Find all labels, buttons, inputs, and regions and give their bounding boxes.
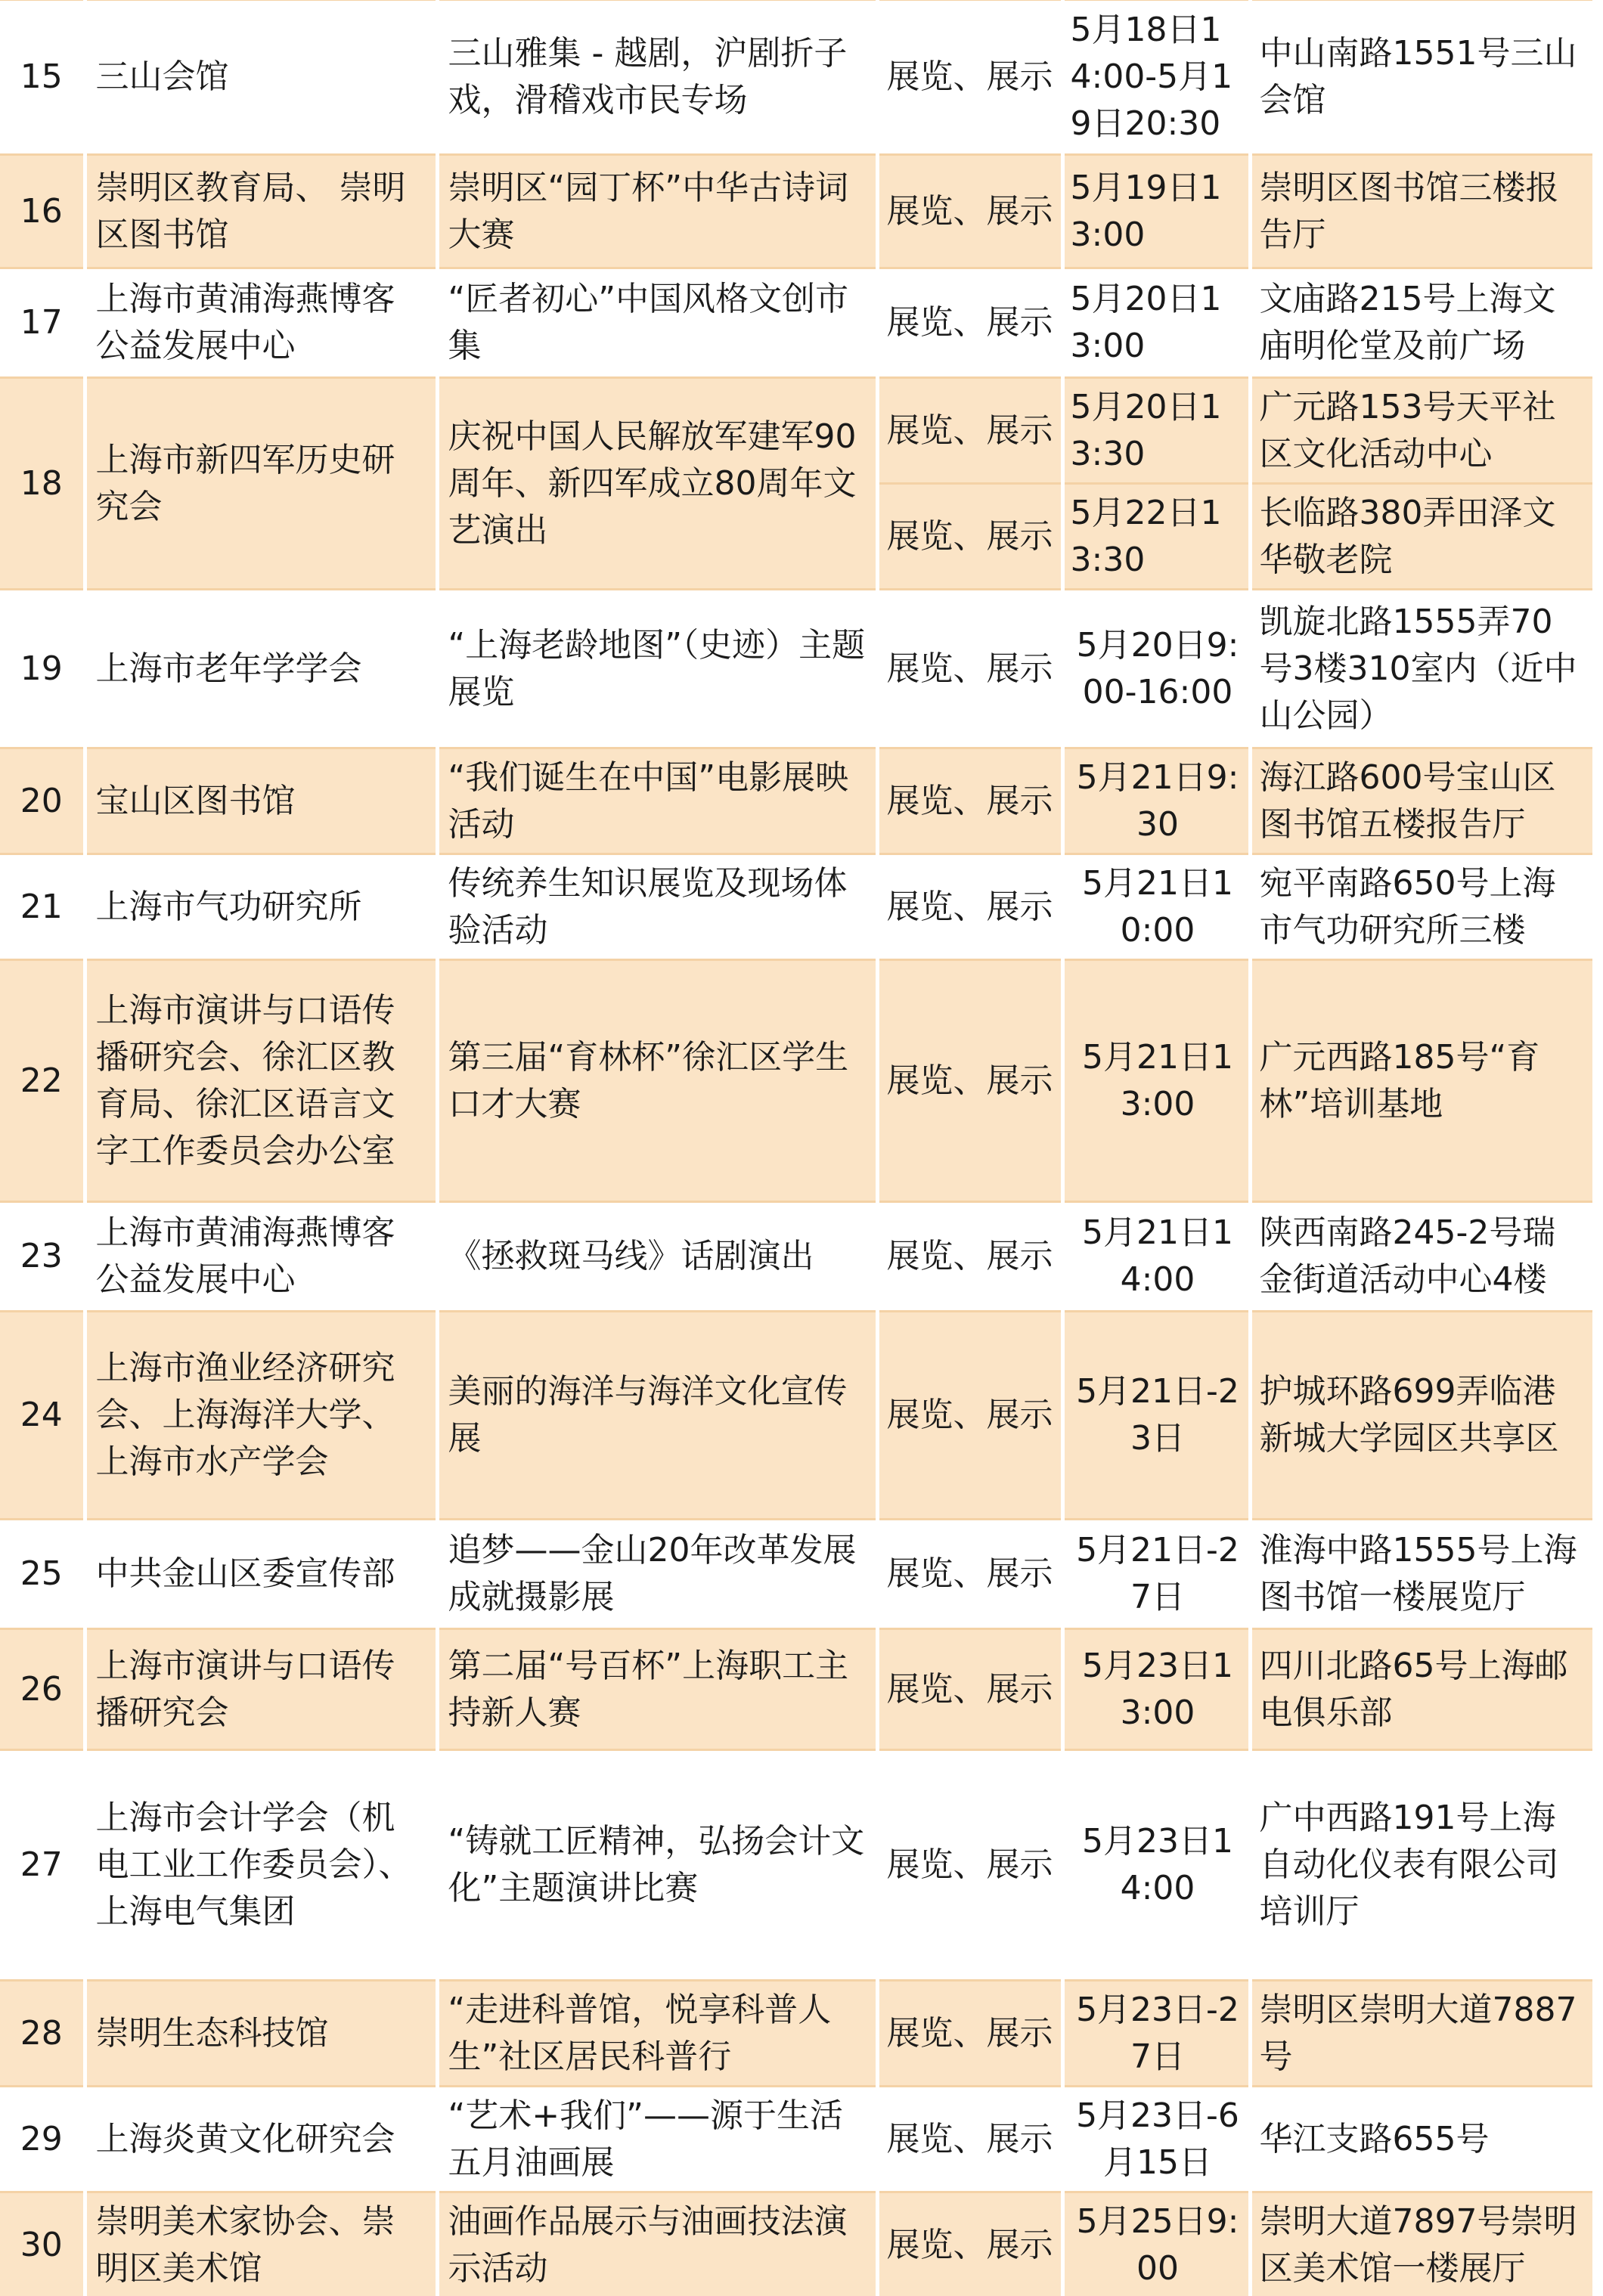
- table-row: [0, 854, 1594, 960]
- table-row: [0, 960, 1594, 1202]
- type-cell: 展览、展示: [877, 590, 1062, 748]
- table-row: [0, 1312, 1594, 1520]
- activity-cell: 三山雅集 - 越剧，沪剧折子戏，滑稽戏市民专场: [437, 0, 877, 155]
- type-cell: 展览、展示: [877, 1202, 1062, 1312]
- place-cell: 崇明大道7897号崇明区美术馆一楼展厅: [1250, 2192, 1594, 2296]
- organizer-cell: 上海市演讲与口语传播研究会: [85, 1629, 437, 1750]
- table-row: [0, 378, 1594, 484]
- time-cell: 5月23日14:00: [1062, 1750, 1250, 1981]
- activity-cell: 美丽的海洋与海洋文化宣传展: [437, 1312, 877, 1520]
- type-cell: 展览、展示: [877, 1629, 1062, 1750]
- time-cell: 5月21日9:30: [1062, 748, 1250, 854]
- place-cell: 华江支路655号: [1250, 2087, 1594, 2192]
- place-cell: 中山南路1551号三山会馆: [1250, 0, 1594, 155]
- organizer-cell: 上海炎黄文化研究会: [85, 2087, 437, 2192]
- activity-cell: “铸就工匠精神，弘扬会计文化”主题演讲比赛: [437, 1750, 877, 1981]
- table-row: [0, 1629, 1594, 1750]
- organizer-cell: 上海市渔业经济研究会、上海海洋大学、上海市水产学会: [85, 1312, 437, 1520]
- table-row: [0, 268, 1594, 378]
- place-cell: 广元西路185号“育林”培训基地: [1250, 960, 1594, 1202]
- activity-cell: “走进科普馆，悦享科普人生”社区居民科普行: [437, 1981, 877, 2087]
- organizer-cell: 中共金山区委宣传部: [85, 1520, 437, 1629]
- row-number: 29: [0, 2087, 85, 2192]
- time-cell: 5月23日-27日: [1062, 1981, 1250, 2087]
- type-cell: 展览、展示: [877, 1520, 1062, 1629]
- type-cell: 展览、展示: [877, 155, 1062, 268]
- organizer-cell: 上海市黄浦海燕博客公益发展中心: [85, 1202, 437, 1312]
- time-cell: 5月23日13:00: [1062, 1629, 1250, 1750]
- activity-cell: “上海老龄地图”（史迹）主题展览: [437, 590, 877, 748]
- row-number: 19: [0, 590, 85, 748]
- organizer-cell: 上海市新四军历史研究会: [85, 378, 437, 590]
- time-cell: 5月22日13:30: [1062, 484, 1250, 590]
- time-cell: 5月21日-27日: [1062, 1520, 1250, 1629]
- table-row: [0, 1202, 1594, 1312]
- table-row: [0, 2087, 1594, 2192]
- place-cell: 海江路600号宝山区图书馆五楼报告厅: [1250, 748, 1594, 854]
- place-cell: 陕西南路245-2号瑞金街道活动中心4楼: [1250, 1202, 1594, 1312]
- type-cell: 展览、展示: [877, 748, 1062, 854]
- row-number: 22: [0, 960, 85, 1202]
- time-cell: 5月18日14:00-5月19日20:30: [1062, 0, 1250, 155]
- time-cell: 5月23日-6月15日: [1062, 2087, 1250, 2192]
- activity-cell: “艺术+我们”——源于生活五月油画展: [437, 2087, 877, 2192]
- time-cell: 5月25日9:00: [1062, 2192, 1250, 2296]
- table-row: [0, 0, 1594, 155]
- activity-cell: 庆祝中国人民解放军建军90周年、新四军成立80周年文艺演出: [437, 378, 877, 590]
- time-cell: 5月21日10:00: [1062, 854, 1250, 960]
- time-cell: 5月20日9:00-16:00: [1062, 590, 1250, 748]
- time-cell: 5月21日-23日: [1062, 1312, 1250, 1520]
- row-number: 28: [0, 1981, 85, 2087]
- organizer-cell: 上海市会计学会（机电工业工作委员会）、上海电气集团: [85, 1750, 437, 1981]
- table-row: [0, 1981, 1594, 2087]
- type-cell: 展览、展示: [877, 1750, 1062, 1981]
- place-cell: 广中西路191号上海自动化仪表有限公司培训厅: [1250, 1750, 1594, 1981]
- place-cell: 文庙路215号上海文庙明伦堂及前广场: [1250, 268, 1594, 378]
- row-number: 15: [0, 0, 85, 155]
- place-cell: 护城环路699弄临港新城大学园区共享区: [1250, 1312, 1594, 1520]
- type-cell: 展览、展示: [877, 1312, 1062, 1520]
- organizer-cell: 三山会馆: [85, 0, 437, 155]
- organizer-cell: 崇明区教育局、 崇明区图书馆: [85, 155, 437, 268]
- row-number: 20: [0, 748, 85, 854]
- activity-cell: 第二届“号百杯”上海职工主持新人赛: [437, 1629, 877, 1750]
- organizer-cell: 崇明生态科技馆: [85, 1981, 437, 2087]
- row-number: 27: [0, 1750, 85, 1981]
- type-cell: 展览、展示: [877, 268, 1062, 378]
- time-cell: 5月21日13:00: [1062, 960, 1250, 1202]
- activity-cell: 追梦——金山20年改革发展成就摄影展: [437, 1520, 877, 1629]
- type-cell: 展览、展示: [877, 484, 1062, 590]
- table-row: [0, 590, 1594, 748]
- table-row: [0, 1520, 1594, 1629]
- activity-cell: “匠者初心”中国风格文创市集: [437, 268, 877, 378]
- table-row: [0, 1750, 1594, 1981]
- row-number: 23: [0, 1202, 85, 1312]
- table-row: [0, 155, 1594, 268]
- activity-cell: 《拯救斑马线》话剧演出: [437, 1202, 877, 1312]
- row-number: 21: [0, 854, 85, 960]
- activity-cell: “我们诞生在中国”电影展映活动: [437, 748, 877, 854]
- time-cell: 5月21日14:00: [1062, 1202, 1250, 1312]
- place-cell: 崇明区图书馆三楼报告厅: [1250, 155, 1594, 268]
- place-cell: 四川北路65号上海邮电俱乐部: [1250, 1629, 1594, 1750]
- row-number: 16: [0, 155, 85, 268]
- place-cell: 崇明区崇明大道7887号: [1250, 1981, 1594, 2087]
- row-number: 26: [0, 1629, 85, 1750]
- row-number: 17: [0, 268, 85, 378]
- place-cell: 宛平南路650号上海市气功研究所三楼: [1250, 854, 1594, 960]
- organizer-cell: 上海市气功研究所: [85, 854, 437, 960]
- time-cell: 5月20日13:30: [1062, 378, 1250, 484]
- time-cell: 5月19日13:00: [1062, 155, 1250, 268]
- type-cell: 展览、展示: [877, 1981, 1062, 2087]
- place-cell: 淮海中路1555号上海图书馆一楼展览厅: [1250, 1520, 1594, 1629]
- row-number: 18: [0, 378, 85, 590]
- organizer-cell: 崇明美术家协会、崇明区美术馆: [85, 2192, 437, 2296]
- type-cell: 展览、展示: [877, 2087, 1062, 2192]
- type-cell: 展览、展示: [877, 0, 1062, 155]
- organizer-cell: 宝山区图书馆: [85, 748, 437, 854]
- row-number: 25: [0, 1520, 85, 1629]
- time-cell: 5月20日13:00: [1062, 268, 1250, 378]
- place-cell: 长临路380弄田泽文华敬老院: [1250, 484, 1594, 590]
- type-cell: 展览、展示: [877, 854, 1062, 960]
- type-cell: 展览、展示: [877, 960, 1062, 1202]
- activity-cell: 油画作品展示与油画技法演示活动: [437, 2192, 877, 2296]
- activity-cell: 第三届“育林杯”徐汇区学生口才大赛: [437, 960, 877, 1202]
- activity-cell: 崇明区“园丁杯”中华古诗词大赛: [437, 155, 877, 268]
- organizer-cell: 上海市黄浦海燕博客公益发展中心: [85, 268, 437, 378]
- table-row: [0, 748, 1594, 854]
- row-number: 30: [0, 2192, 85, 2296]
- type-cell: 展览、展示: [877, 2192, 1062, 2296]
- row-number: 24: [0, 1312, 85, 1520]
- organizer-cell: 上海市老年学学会: [85, 590, 437, 748]
- place-cell: 凯旋北路1555弄70号3楼310室内（近中山公园）: [1250, 590, 1594, 748]
- organizer-cell: 上海市演讲与口语传播研究会、徐汇区教育局、徐汇区语言文字工作委员会办公室: [85, 960, 437, 1202]
- activity-cell: 传统养生知识展览及现场体验活动: [437, 854, 877, 960]
- table-row: [0, 2192, 1594, 2296]
- type-cell: 展览、展示: [877, 378, 1062, 484]
- place-cell: 广元路153号天平社区文化活动中心: [1250, 378, 1594, 484]
